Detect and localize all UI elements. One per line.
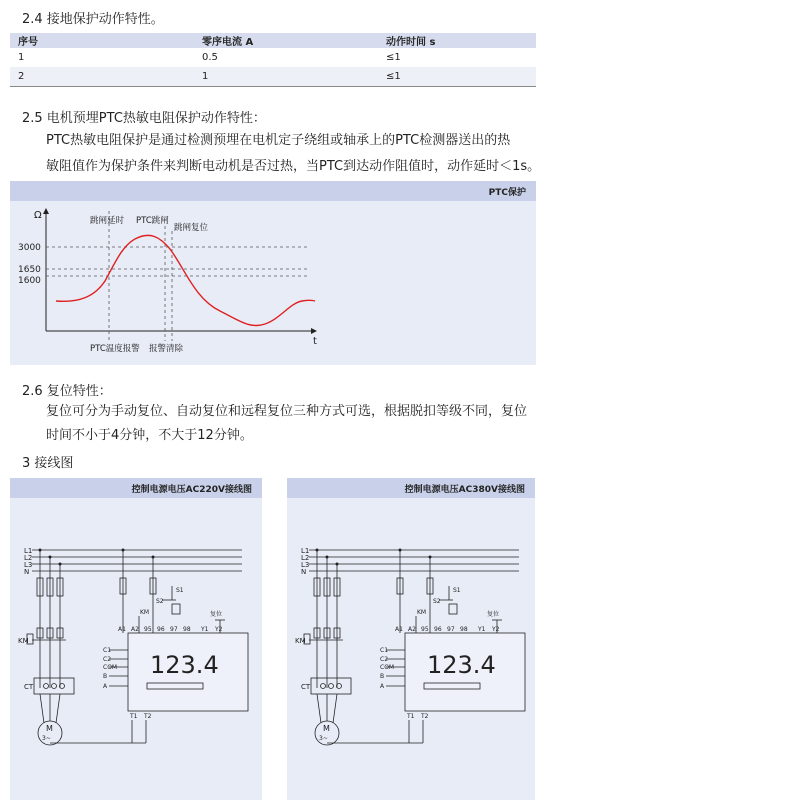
bus-label-n: N xyxy=(301,568,307,576)
side-terminal-label: B xyxy=(103,673,108,680)
s1-label: S1 xyxy=(176,587,184,594)
bus-label-l1: L1 xyxy=(24,547,33,555)
section-2-5-line1: PTC热敏电阻保护是通过检测预埋在电机定子绕组或轴承上的PTC检测器送出的热 xyxy=(46,133,511,148)
section-2-5-title: 2.5 电机预埋PTC热敏电阻保护动作特性： xyxy=(22,111,266,126)
terminal-label: A2 xyxy=(131,626,139,633)
junction-dot xyxy=(326,556,329,559)
bottom-terminal-label: T1 xyxy=(130,713,138,720)
table-cell: 2 xyxy=(10,67,194,87)
side-terminal-label: A xyxy=(380,683,385,690)
section-2-5-line2: 敏阻值作为保护条件来判断电动机是否过热，当PTC到达动作阻值时，动作延时＜1s。 xyxy=(46,159,541,174)
junction-dot xyxy=(39,549,42,552)
table-header-row xyxy=(10,33,536,48)
terminal-label: A2 xyxy=(408,626,416,633)
bus-label-l1: L1 xyxy=(301,547,310,555)
junction-dot xyxy=(152,556,155,559)
motor-lead xyxy=(56,694,60,723)
table-cell: ≤1 xyxy=(378,67,536,87)
terminal-label: 97 xyxy=(447,626,455,633)
section-3-title: 3 接线图 xyxy=(22,456,74,471)
terminal-label: Y2 xyxy=(492,626,500,633)
table-cell: 0.5 xyxy=(194,48,378,67)
ptc-panel xyxy=(10,181,536,365)
y-tick-3000: 3000 xyxy=(18,243,41,253)
bus-label-n: N xyxy=(24,568,30,576)
wiring-panel-220v xyxy=(10,478,262,800)
y-axis-label: Ω xyxy=(34,210,42,221)
label-trip-reset: 跳闸复位 xyxy=(174,223,209,233)
junction-dot xyxy=(399,549,402,552)
label-alarm-clear: 报警清除 xyxy=(149,344,184,354)
km-aux-label: KM xyxy=(140,609,150,616)
table-row xyxy=(10,48,536,67)
terminal-label: 95 xyxy=(421,626,429,633)
ptc-curve-diagram xyxy=(10,181,536,365)
wiring-220v-title: 控制电源电压AC220V接线图 xyxy=(131,485,252,495)
junction-dot xyxy=(59,563,62,566)
junction-dot xyxy=(429,556,432,559)
ct-label: CT xyxy=(301,683,311,691)
bottom-terminal-label: T2 xyxy=(421,713,429,720)
section-2-4-title: 2.4 接地保护动作特性。 xyxy=(22,12,164,27)
bus-label-l2: L2 xyxy=(301,554,310,562)
y-tick-1600: 1600 xyxy=(18,276,41,286)
km-label: KM xyxy=(18,637,29,645)
ptc-curve xyxy=(56,235,315,325)
section-2-6-line2: 时间不小于4分钟，不大于12分钟。 xyxy=(46,428,253,443)
s2-label: S2 xyxy=(156,598,164,605)
motor-lead xyxy=(40,694,44,723)
km-label: KM xyxy=(295,637,306,645)
terminal-label: 96 xyxy=(157,626,165,633)
terminal-label: Y2 xyxy=(215,626,223,633)
wiring-380v-title: 控制电源电压AC380V接线图 xyxy=(404,485,525,495)
junction-dot xyxy=(122,549,125,552)
x-axis-label: t xyxy=(313,336,317,347)
motor-lead xyxy=(333,694,337,723)
section-2-6-line1: 复位可分为手动复位、自动复位和远程复位三种方式可选，根据脱扣等级不同，复位 xyxy=(46,404,528,419)
terminal-label: Y1 xyxy=(201,626,209,633)
side-terminal-label: C2 xyxy=(103,656,112,663)
junction-dot xyxy=(49,556,52,559)
bottom-terminal-label: T2 xyxy=(144,713,152,720)
label-ptc-trip: PTC跳闸 xyxy=(136,216,169,226)
side-terminal-label: C1 xyxy=(103,647,112,654)
bus-label-l3: L3 xyxy=(301,561,310,569)
col-header-time: 动作时间 s xyxy=(378,33,536,48)
terminal-label: 97 xyxy=(170,626,178,633)
junction-dot xyxy=(336,563,339,566)
ct-coil-icon xyxy=(52,684,57,689)
side-terminal-label: COM xyxy=(380,664,395,671)
device-display: 123.4 xyxy=(427,651,496,679)
ct-coil-icon xyxy=(321,684,326,689)
terminal-label: Y1 xyxy=(478,626,486,633)
junction-dot xyxy=(316,549,319,552)
motor-label: M xyxy=(46,724,53,733)
terminal-label: 96 xyxy=(434,626,442,633)
device-display: 123.4 xyxy=(150,651,219,679)
km-aux-label: KM xyxy=(417,609,427,616)
reset-label: 复位 xyxy=(210,611,223,618)
y-tick-1650: 1650 xyxy=(18,265,41,275)
motor-sub-label: 3~ xyxy=(319,735,328,742)
side-terminal-label: B xyxy=(380,673,385,680)
table-row xyxy=(10,67,536,87)
ground-protection-table xyxy=(10,33,536,87)
side-terminal-label: C1 xyxy=(380,647,389,654)
section-2-6-title: 2.6 复位特性： xyxy=(22,384,112,399)
side-terminal-label: COM xyxy=(103,664,118,671)
terminal-label: 98 xyxy=(183,626,191,633)
ct-label: CT xyxy=(24,683,34,691)
table-cell: ≤1 xyxy=(378,48,536,67)
wiring-diagram-220v xyxy=(10,478,262,800)
terminal-label: 95 xyxy=(144,626,152,633)
km-aux-coil-icon xyxy=(172,604,180,614)
bottom-terminal-label: T1 xyxy=(407,713,415,720)
terminal-label: 98 xyxy=(460,626,468,633)
label-trip-delay: 跳闸延时 xyxy=(90,216,125,226)
motor-label: M xyxy=(323,724,330,733)
table-cell: 1 xyxy=(10,48,194,67)
col-header-current: 零序电流 A xyxy=(194,33,378,48)
terminal-label: A1 xyxy=(395,626,403,633)
wiring-panel-380v xyxy=(287,478,535,800)
ct-coil-icon xyxy=(44,684,49,689)
km-aux-coil-icon xyxy=(449,604,457,614)
side-terminal-label: C2 xyxy=(380,656,389,663)
motor-sub-label: 3~ xyxy=(42,735,51,742)
table-cell: 1 xyxy=(194,67,378,87)
s2-label: S2 xyxy=(433,598,441,605)
motor-lead xyxy=(317,694,321,723)
s1-label: S1 xyxy=(453,587,461,594)
wiring-diagram-380v xyxy=(287,478,535,800)
label-temp-alarm: PTC温度报警 xyxy=(90,344,140,354)
ptc-panel-title: PTC保护 xyxy=(488,188,526,198)
bus-label-l3: L3 xyxy=(24,561,33,569)
terminal-label: A1 xyxy=(118,626,126,633)
bus-label-l2: L2 xyxy=(24,554,33,562)
col-header-index: 序号 xyxy=(10,33,194,48)
reset-label: 复位 xyxy=(487,611,500,618)
side-terminal-label: A xyxy=(103,683,108,690)
ct-coil-icon xyxy=(329,684,334,689)
